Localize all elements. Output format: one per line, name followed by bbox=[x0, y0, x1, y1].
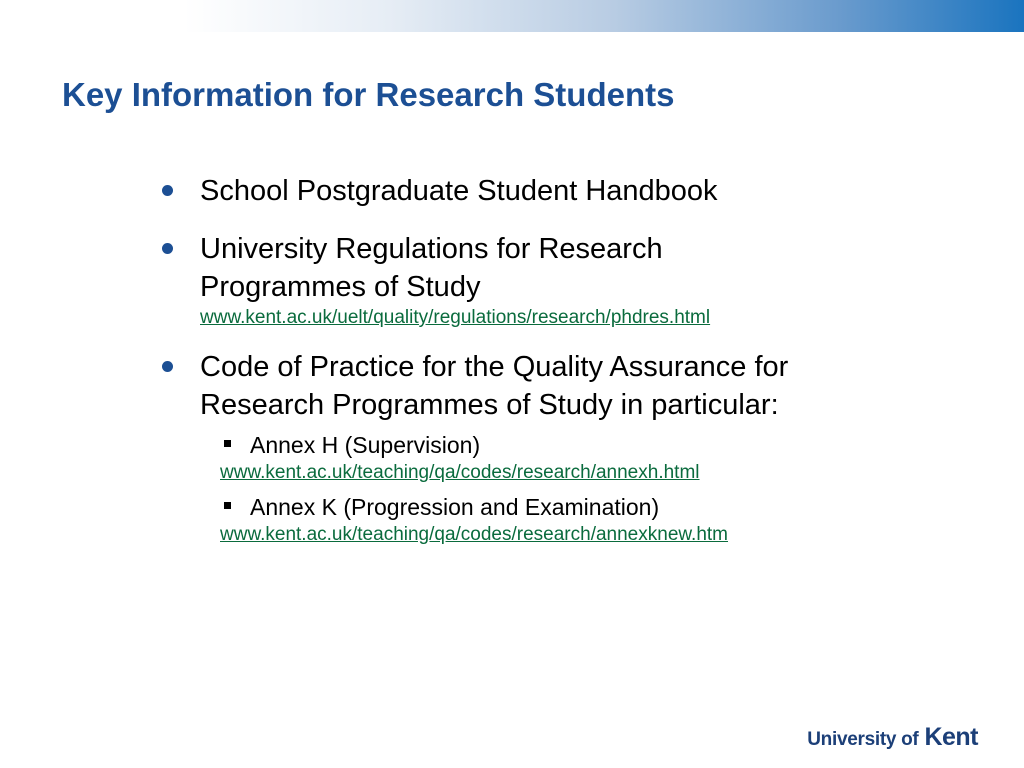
slide-title: Key Information for Research Students bbox=[62, 76, 675, 113]
sub-bullet-list bbox=[220, 430, 940, 548]
regulations-link[interactable]: www.kent.ac.uk/uelt/quality/regulations/research/phdres.html bbox=[200, 307, 711, 328]
bullet-text: School Postgraduate Student Handbook bbox=[200, 175, 718, 207]
bullet-dot-icon bbox=[162, 361, 173, 372]
square-bullet-icon bbox=[224, 502, 231, 509]
logo-name: Kent bbox=[924, 723, 978, 751]
bullet-text: University Regulations for Research Programmes of Study bbox=[200, 233, 663, 303]
annex-k-link[interactable]: www.kent.ac.uk/teaching/qa/codes/research/annexknew.htm bbox=[220, 524, 729, 545]
sub-bullet-text: Annex H (Supervision) bbox=[250, 432, 481, 458]
bullet-dot-icon bbox=[162, 185, 173, 196]
bullet-item bbox=[160, 230, 940, 330]
bullet-text: Code of Practice for the Quality Assurance for Research Programmes of Study in particular: bbox=[200, 351, 789, 421]
university-logo bbox=[807, 723, 978, 752]
bullet-item bbox=[160, 348, 940, 548]
sub-bullet-item bbox=[220, 430, 940, 486]
sub-bullet-item bbox=[220, 492, 940, 548]
bullet-item bbox=[160, 172, 940, 210]
annex-h-link[interactable]: www.kent.ac.uk/teaching/qa/codes/research/annexh.html bbox=[220, 462, 700, 483]
bullet-list bbox=[160, 172, 940, 562]
logo-prefix: University of bbox=[807, 729, 919, 750]
square-bullet-icon bbox=[224, 440, 231, 447]
bullet-dot-icon bbox=[162, 243, 173, 254]
sub-bullet-text: Annex K (Progression and Examination) bbox=[250, 494, 660, 520]
header-gradient-band bbox=[0, 0, 1024, 32]
